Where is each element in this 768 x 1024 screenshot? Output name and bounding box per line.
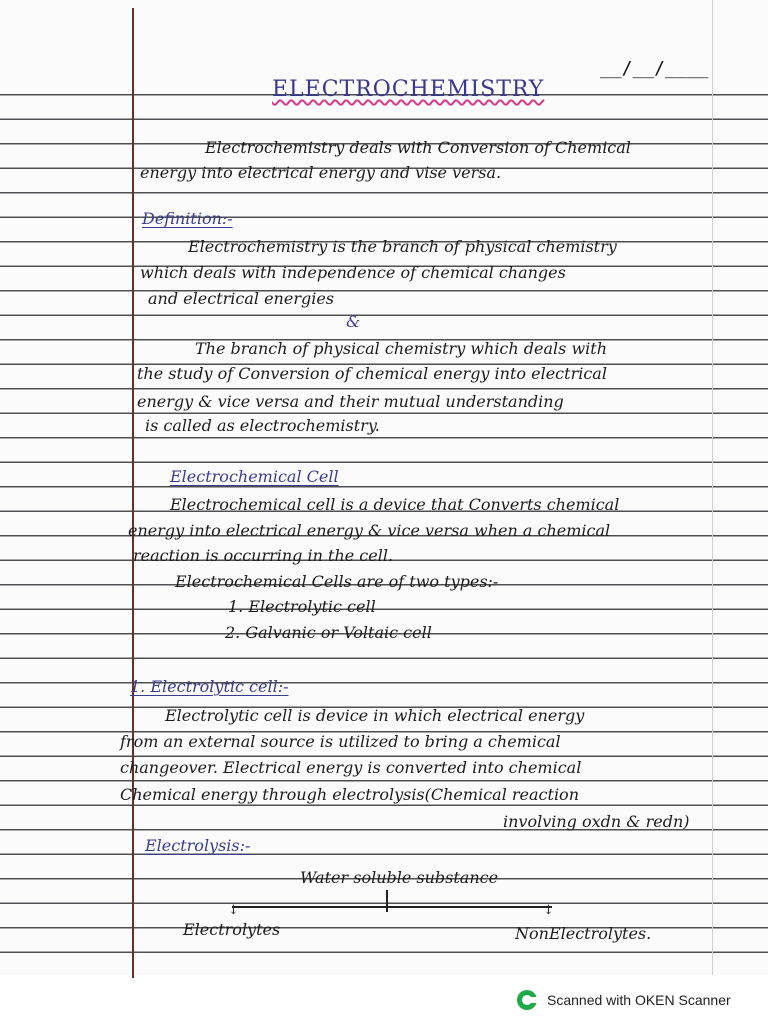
- cell-type-1: 1. Electrolytic cell: [228, 597, 376, 616]
- electrolytic-line-2: from an external source is utilized to bring a chemical: [120, 732, 561, 751]
- arrow-right-icon: ↓: [543, 903, 554, 918]
- electrolytes-label: Electrolytes: [183, 920, 281, 939]
- cell-type-2: 2. Galvanic or Voltaic cell: [225, 623, 432, 642]
- scanner-watermark: [515, 988, 731, 1012]
- page-title: ELECTROCHEMISTRY: [272, 77, 545, 102]
- electrolytic-heading: 1. Electrolytic cell:-: [130, 677, 289, 696]
- definition-line-2: which deals with independence of chemical changes: [140, 263, 566, 282]
- electrolytic-line-3: changeover. Electrical energy is converted into chemical: [120, 758, 582, 777]
- tree-stem: [386, 890, 388, 912]
- electrolysis-root: Water soluble substance: [300, 868, 499, 887]
- tree-branch: [232, 906, 552, 908]
- arrow-left-icon: ↓: [228, 903, 239, 918]
- definition-or: &: [346, 312, 361, 331]
- electrolytic-line-4: Chemical energy through electrolysis(Chemical reaction: [120, 785, 579, 804]
- definition-line-6: energy & vice versa and their mutual understanding: [137, 392, 564, 411]
- cell-line-3: reaction is occurring in the cell.: [133, 546, 394, 565]
- definition-line-4: The branch of physical chemistry which deals with: [195, 339, 607, 358]
- cell-heading: Electrochemical Cell: [170, 467, 339, 486]
- date-placeholder: __/__/____: [600, 58, 709, 79]
- definition-line-7: is called as electrochemistry.: [145, 416, 380, 435]
- cell-line-1: Electrochemical cell is a device that Converts chemical: [170, 495, 620, 514]
- definition-line-1: Electrochemistry is the branch of physical chemistry: [188, 237, 617, 256]
- oken-logo-icon: [515, 988, 539, 1012]
- intro-line-1: Electrochemistry deals with Conversion of Chemical: [205, 138, 631, 157]
- electrolytic-line-5: involving oxdn & redn): [503, 812, 690, 831]
- definition-line-5: the study of Conversion of chemical energy into electrical: [137, 364, 607, 383]
- margin-line: [132, 8, 134, 978]
- cell-line-2: energy into electrical energy & vice versa when a chemical: [128, 521, 611, 540]
- nonelectrolytes-label: NonElectrolytes.: [515, 924, 652, 943]
- electrolytic-line-1: Electrolytic cell is device in which electrical energy: [165, 706, 585, 725]
- electrolysis-heading: Electrolysis:-: [145, 836, 251, 855]
- page-edge: [712, 0, 713, 975]
- scanner-label: Scanned with OKEN Scanner: [547, 992, 731, 1008]
- intro-line-2: energy into electrical energy and vise versa.: [140, 163, 502, 182]
- cell-line-4: Electrochemical Cells are of two types:-: [175, 572, 499, 591]
- definition-heading: Definition:-: [142, 209, 233, 228]
- definition-line-3: and electrical energies: [148, 289, 335, 308]
